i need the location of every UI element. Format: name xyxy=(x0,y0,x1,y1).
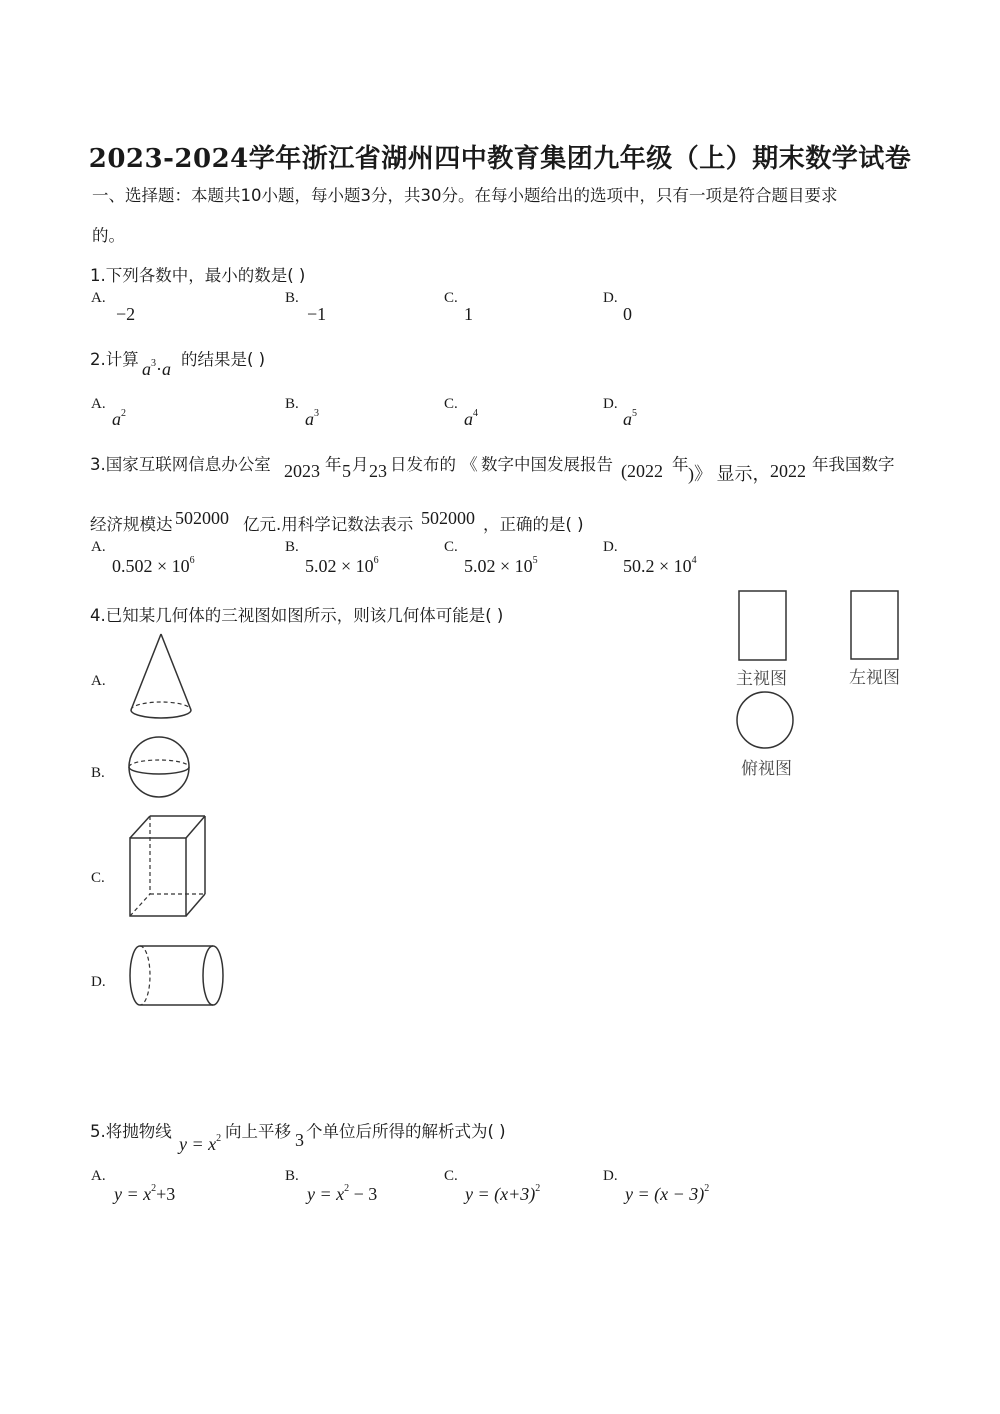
q5-option-a-tail: +3 xyxy=(156,1184,176,1204)
q2-base1: a xyxy=(142,359,151,379)
section-heading-line2: 的。 xyxy=(92,226,125,245)
q2-option-a-base: a xyxy=(112,409,121,429)
q5-option-c-expr: y = (x+3) xyxy=(465,1184,536,1204)
q5-option-b-exp: 2 xyxy=(344,1183,350,1194)
q5-stem-suffix: 个单位后所得的解析式为( ) xyxy=(306,1122,506,1141)
q2-exp1: 3 xyxy=(151,358,156,369)
left-view-caption: 左视图 xyxy=(849,668,900,688)
cylinder-shape xyxy=(128,944,228,1010)
q3-number-report-year: (2022 xyxy=(621,461,663,481)
q3-text-close: )》 显示， xyxy=(688,464,771,484)
q3-text-end: 年我国数字 xyxy=(812,455,895,474)
q2-option-c-exp: 4 xyxy=(473,408,478,419)
q3-option-a-label: A. xyxy=(91,539,106,555)
q3-option-c-value xyxy=(464,555,538,577)
q4-stem: 4.已知某几何体的三视图如图所示，则该几何体可能是( ) xyxy=(90,606,504,625)
section-heading-line1: 一、选择题：本题共10小题，每小题3分，共30分。在每小题给出的选项中，只有一项是符合题目要求 xyxy=(92,186,838,205)
q5-stem-equation xyxy=(179,1133,221,1155)
q2-stem-suffix: 的结果是( ) xyxy=(181,350,266,369)
q2-option-a-exp: 2 xyxy=(121,408,126,419)
q2-option-c-label: C. xyxy=(444,396,458,412)
q3-option-d-value xyxy=(623,555,697,577)
q2-option-d-label: D. xyxy=(603,396,618,412)
q5-option-a-label: A. xyxy=(91,1168,106,1184)
q1-option-b-value: −1 xyxy=(307,304,327,324)
q4-option-d-label: D. xyxy=(91,974,106,990)
q5-stem-eq-exp: 2 xyxy=(216,1133,222,1144)
q1-option-a-value: −2 xyxy=(116,304,136,324)
q3-option-b-label: B. xyxy=(285,539,299,555)
q3-option-d-exp: 4 xyxy=(691,555,697,566)
q3-option-b-coef: 5.02 × 10 xyxy=(305,556,374,576)
q3-option-a-exp: 6 xyxy=(189,555,195,566)
cuboid-shape xyxy=(128,814,208,920)
q5-option-c-exp: 2 xyxy=(535,1183,541,1194)
q4-option-a-label: A. xyxy=(91,673,106,689)
q3-text-report: 数字中国发展报告 xyxy=(481,455,613,474)
q5-option-d-label: D. xyxy=(603,1168,618,1184)
q3-stem-part1: 3.国家互联网信息办公室 xyxy=(90,455,271,474)
q5-option-a-expr: y = x xyxy=(114,1184,152,1204)
q5-stem-eq: y = x xyxy=(179,1134,217,1154)
q3-text-fabu: 日发布的 《 xyxy=(390,455,478,474)
q2-option-b-label: B. xyxy=(285,396,299,412)
q2-option-b-base: a xyxy=(305,409,314,429)
q3-line2-b: 亿元.用科学记数法表示 xyxy=(243,515,414,534)
q3-option-c-label: C. xyxy=(444,539,458,555)
q2-option-a-value xyxy=(112,408,126,430)
q1-option-c-value: 1 xyxy=(464,304,473,324)
q3-line2-number2: 502000 xyxy=(421,508,475,528)
q5-option-b-label: B. xyxy=(285,1168,299,1184)
q3-option-d-label: D. xyxy=(603,539,618,555)
q3-option-c-coef: 5.02 × 10 xyxy=(464,556,533,576)
q2-option-d-exp: 5 xyxy=(632,408,637,419)
q3-number-year: 2023 xyxy=(284,461,320,481)
q4-option-c-label: C. xyxy=(91,870,105,886)
q1-option-a-label: A. xyxy=(91,290,106,306)
q2-option-d-base: a xyxy=(623,409,632,429)
q3-text-nian: 年 xyxy=(325,455,342,474)
q3-number-day: 23 xyxy=(369,461,387,481)
top-view-caption: 俯视图 xyxy=(741,759,792,779)
q2-stem-prefix: 2.计算 xyxy=(90,350,139,369)
q5-stem-prefix: 5.将抛物线 xyxy=(90,1122,172,1141)
cone-shape xyxy=(128,632,194,722)
q5-option-a-value xyxy=(114,1183,175,1205)
q3-line2-a: 经济规模达 xyxy=(90,515,173,534)
q5-option-b-tail: − 3 xyxy=(349,1184,378,1204)
q3-option-a-coef: 0.502 × 10 xyxy=(112,556,190,576)
q2-option-b-value xyxy=(305,408,319,430)
q5-option-d-expr: y = (x − 3) xyxy=(625,1184,705,1204)
q2-stem-expression xyxy=(142,358,171,380)
q3-text-nian2: 年 xyxy=(672,455,689,474)
q3-line2-number1: 502000 xyxy=(175,508,229,528)
q5-option-a-exp: 2 xyxy=(151,1183,157,1194)
front-view-caption: 主视图 xyxy=(736,669,787,689)
q1-option-d-value: 0 xyxy=(623,304,632,324)
q3-text-yue: 月 xyxy=(352,455,369,474)
q3-option-c-exp: 5 xyxy=(532,555,538,566)
front-view-rect xyxy=(738,590,788,662)
q1-option-b-label: B. xyxy=(285,290,299,306)
q3-option-a-value xyxy=(112,555,195,577)
q2-dot: · xyxy=(156,359,162,379)
q2-option-d-value xyxy=(623,408,637,430)
q1-option-d-label: D. xyxy=(603,290,618,306)
q3-option-b-exp: 6 xyxy=(373,555,379,566)
q5-option-d-value xyxy=(625,1183,709,1205)
q2-base2: a xyxy=(162,359,171,379)
q5-option-c-label: C. xyxy=(444,1168,458,1184)
sphere-shape xyxy=(128,736,192,800)
q5-option-c-value xyxy=(465,1183,540,1205)
q5-option-b-expr: y = x xyxy=(307,1184,345,1204)
q3-option-b-value xyxy=(305,555,379,577)
q2-option-b-exp: 3 xyxy=(314,408,319,419)
q2-option-a-label: A. xyxy=(91,396,106,412)
q2-option-c-base: a xyxy=(464,409,473,429)
q5-stem-mid: 向上平移 xyxy=(225,1122,291,1141)
q5-option-b-value xyxy=(307,1183,377,1205)
left-view-rect xyxy=(850,590,900,662)
q4-option-b-label: B. xyxy=(91,765,105,781)
q2-option-c-value xyxy=(464,408,478,430)
q1-stem: 1.下列各数中，最小的数是( ) xyxy=(90,266,306,285)
page-title: 2023-2024学年浙江省湖州四中教育集团九年级（上）期末数学试卷 xyxy=(88,144,912,174)
top-view-circle xyxy=(736,690,796,750)
q3-number-month: 5 xyxy=(342,461,351,481)
q1-option-c-label: C. xyxy=(444,290,458,306)
q5-option-d-exp: 2 xyxy=(704,1183,710,1194)
q3-line2-c: ，正确的是( ) xyxy=(483,515,584,534)
q5-stem-number: 3 xyxy=(295,1130,304,1150)
q3-option-d-coef: 50.2 × 10 xyxy=(623,556,692,576)
q3-number-2022: 2022 xyxy=(770,461,806,481)
